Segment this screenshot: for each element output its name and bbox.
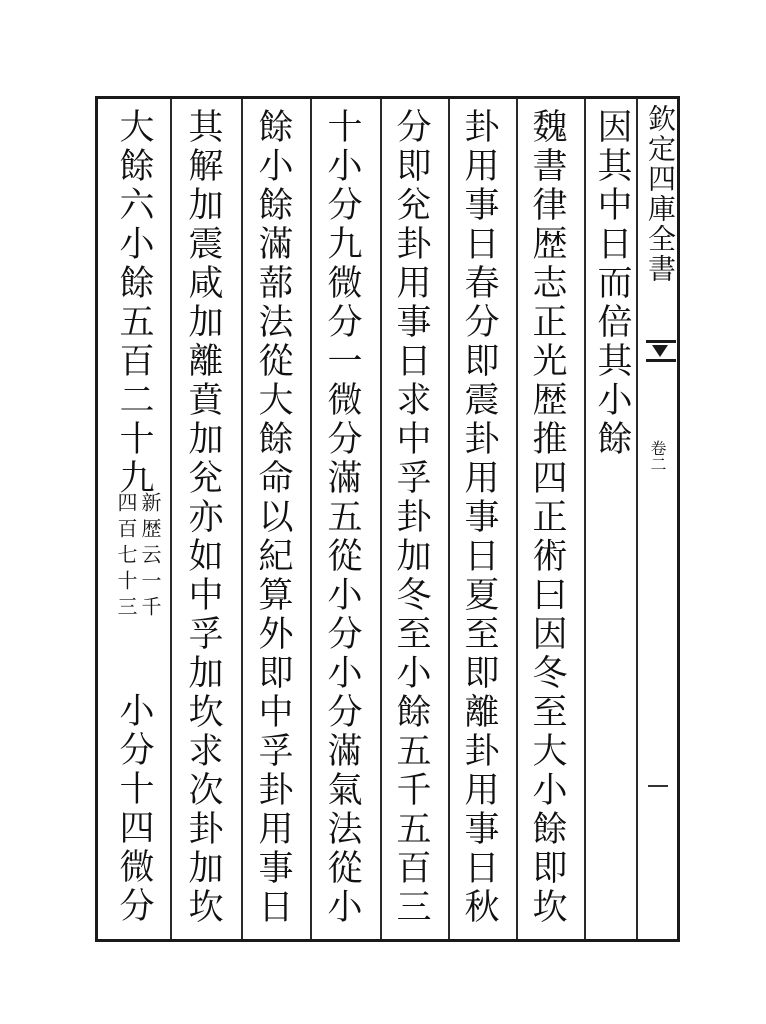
margin-volume-label: 卷二 — [648, 440, 667, 472]
interlinear-note-left: 四百七十三 — [114, 492, 138, 622]
column-divider — [241, 99, 243, 939]
column-divider — [310, 99, 312, 939]
text-column-8-head: 大餘六小餘五百二十九 — [114, 108, 154, 498]
interlinear-note-right: 新歴云一千 — [138, 492, 162, 622]
margin-book-title: 欽定四庫全書 — [644, 104, 677, 284]
text-column-6: 餘小餘滿蔀法從大餘命以紀算外即中孚卦用事日 — [253, 108, 293, 927]
text-column-3: 卦用事日春分即震卦用事日夏至即離卦用事日秋 — [459, 108, 499, 927]
text-column-2: 魏書律歴志正光歴推四正術曰因冬至大小餘即坎 — [527, 108, 567, 927]
text-column-8-tail: 小分十四微分 — [114, 692, 154, 926]
text-column-4: 分即兊卦用事日求中孚卦加冬至小餘五千五百三 — [391, 108, 431, 927]
column-divider — [584, 99, 586, 939]
column-divider — [380, 99, 382, 939]
column-divider — [636, 99, 638, 939]
column-divider — [516, 99, 518, 939]
column-divider — [448, 99, 450, 939]
column-divider — [170, 99, 172, 939]
margin-tick — [648, 785, 668, 787]
text-column-5: 十小分九微分一微分滿五從小分小分滿氣法從小 — [322, 108, 362, 927]
text-column-7: 其解加震咸加離賁加兊亦如中孚加坎求次卦加坎 — [183, 108, 223, 927]
text-column-1: 因其中日而倍其小餘 — [592, 108, 632, 459]
fish-tail-mark — [646, 340, 676, 362]
interlinear-note — [114, 492, 162, 622]
